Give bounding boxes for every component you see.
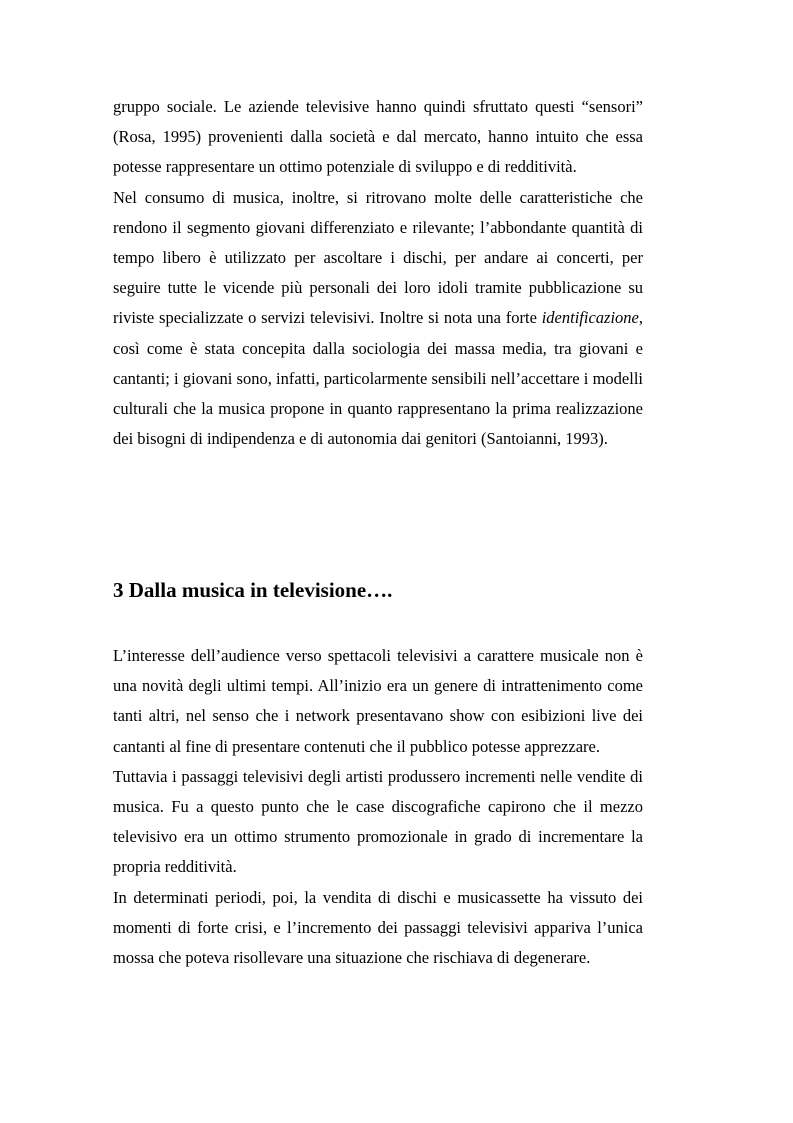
paragraph-4: Tuttavia i passaggi televisivi degli artisti produssero incrementi nelle vendite di musica. Fu a questo punto che le case discografiche capirono che il mezzo televisivo era un ottimo strumento promozionale in grado di incrementare la propria redditività. — [113, 766, 643, 877]
paragraph-3: L’interesse dell’audience verso spettacoli televisivi a carattere musicale non è una novità degli ultimi tempi. All’inizio era un genere di intrattenimento come tanti altri, nel senso che i network presentavano show con esibizioni live dei cantanti al fine di presentare contenuti che il pubblico potesse apprezzare. — [113, 646, 643, 756]
text-block-top — [113, 92, 643, 454]
paragraph-2-start: Nel consumo di musica, inoltre, si ritrovano molte delle caratteristiche che rendono il segmento giovani differenziato e rilevante; l’abbondante quantità di tempo libero è utilizzato per ascoltare i dischi, per andare ai concerti, per seguire tutte le vicende più personali dei loro idoli tramite pubblicazione su riviste specializzate o servizi televisivi. Inoltre si nota una forte — [113, 187, 643, 328]
paragraph-2 — [113, 183, 643, 455]
text-block-bottom — [113, 641, 643, 973]
section-heading: 3 Dalla musica in televisione…. — [113, 578, 393, 602]
paragraph-2-end: , così come è stata concepita dalla sociologia dei massa media, tra giovani e cantanti; i giovani sono, infatti, particolarmente sensibili nell’accettare i modelli culturali che la musica propone in quanto rappresentano la prima realizzazione dei bisogni di indipendenza e di autonomia dai genitori (Santoianni, 1993). — [113, 308, 643, 449]
italic-term: identificazione — [541, 308, 639, 328]
paragraph-5: In determinati periodi, poi, la vendita di dischi e musicassette ha vissuto dei momenti di forte crisi, e l’incremento dei passaggi televisivi appariva l’unica mossa che poteva risollevare una situazione che rischiava di degenerare. — [113, 887, 643, 968]
paragraph-1: gruppo sociale. Le aziende televisive hanno quindi sfruttato questi “sensori” (Rosa, 1995) provenienti dalla società e dal mercato, hanno intuito che essa potesse rappresentare un ottimo potenziale di sviluppo e di redditività. — [113, 97, 643, 177]
